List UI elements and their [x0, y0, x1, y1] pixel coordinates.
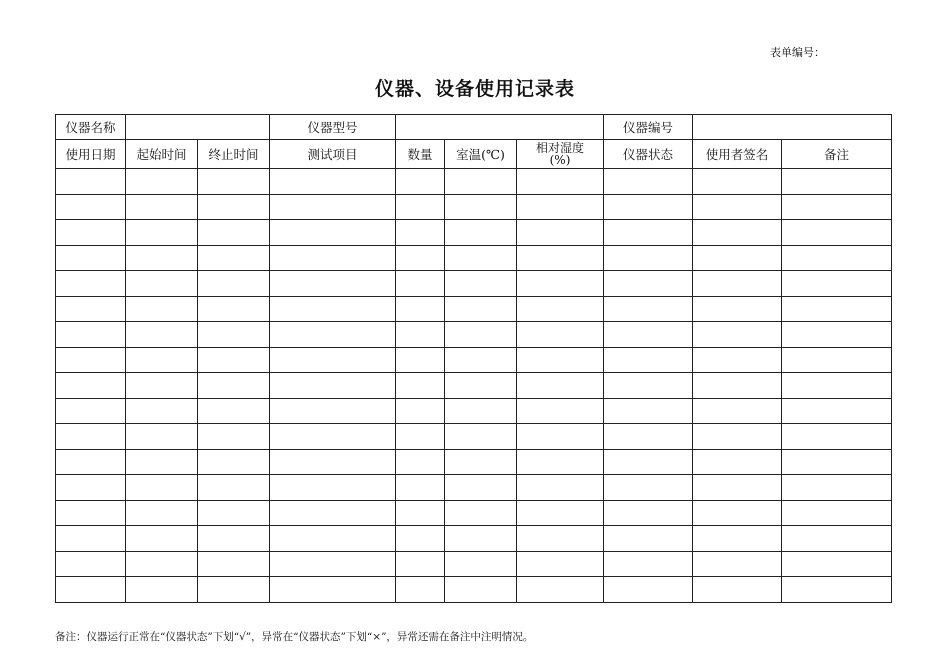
cell-test-item[interactable] — [270, 500, 396, 526]
cell-test-item[interactable] — [270, 220, 396, 246]
cell-quantity[interactable] — [396, 475, 445, 501]
cell-end-time[interactable] — [198, 526, 270, 552]
cell-room-temp[interactable] — [445, 220, 517, 246]
cell-user-signature[interactable] — [693, 526, 782, 552]
cell-use-date[interactable] — [56, 194, 126, 220]
cell-end-time[interactable] — [198, 373, 270, 399]
cell-start-time[interactable] — [126, 500, 198, 526]
cell-use-date[interactable] — [56, 347, 126, 373]
cell-room-temp[interactable] — [445, 526, 517, 552]
cell-end-time[interactable] — [198, 500, 270, 526]
cell-quantity[interactable] — [396, 169, 445, 195]
cell-quantity[interactable] — [396, 449, 445, 475]
cell-remarks[interactable] — [782, 169, 892, 195]
cell-start-time[interactable] — [126, 526, 198, 552]
cell-room-temp[interactable] — [445, 245, 517, 271]
cell-end-time[interactable] — [198, 245, 270, 271]
cell-user-signature[interactable] — [693, 475, 782, 501]
col-header-use-date: 使用日期 — [56, 140, 126, 169]
col-header-instrument-status: 仪器状态 — [604, 140, 693, 169]
cell-quantity[interactable] — [396, 500, 445, 526]
cell-user-signature[interactable] — [693, 500, 782, 526]
cell-use-date[interactable] — [56, 424, 126, 450]
cell-user-signature[interactable] — [693, 169, 782, 195]
cell-instrument-status[interactable] — [604, 373, 693, 399]
cell-start-time[interactable] — [126, 322, 198, 348]
cell-humidity[interactable] — [517, 577, 604, 603]
cell-room-temp[interactable] — [445, 475, 517, 501]
cell-end-time[interactable] — [198, 398, 270, 424]
table-row — [56, 220, 892, 246]
cell-start-time[interactable] — [126, 271, 198, 297]
cell-remarks[interactable] — [782, 424, 892, 450]
cell-remarks[interactable] — [782, 296, 892, 322]
cell-start-time[interactable] — [126, 220, 198, 246]
cell-use-date[interactable] — [56, 220, 126, 246]
cell-instrument-status[interactable] — [604, 245, 693, 271]
cell-start-time[interactable] — [126, 169, 198, 195]
cell-remarks[interactable] — [782, 551, 892, 577]
cell-user-signature[interactable] — [693, 424, 782, 450]
cell-test-item[interactable] — [270, 169, 396, 195]
table-row — [56, 322, 892, 348]
cell-humidity[interactable] — [517, 169, 604, 195]
cell-end-time[interactable] — [198, 296, 270, 322]
cell-humidity[interactable] — [517, 220, 604, 246]
cell-room-temp[interactable] — [445, 322, 517, 348]
cell-instrument-status[interactable] — [604, 500, 693, 526]
cell-test-item[interactable] — [270, 296, 396, 322]
cell-remarks[interactable] — [782, 245, 892, 271]
cell-end-time[interactable] — [198, 347, 270, 373]
instrument-name-label: 仪器名称 — [56, 115, 126, 140]
cell-instrument-status[interactable] — [604, 449, 693, 475]
cell-test-item[interactable] — [270, 347, 396, 373]
cell-start-time[interactable] — [126, 194, 198, 220]
cell-room-temp[interactable] — [445, 398, 517, 424]
instrument-info-row — [56, 115, 892, 140]
cell-end-time[interactable] — [198, 271, 270, 297]
cell-humidity[interactable] — [517, 373, 604, 399]
cell-humidity[interactable] — [517, 347, 604, 373]
page-title: 仪器、设备使用记录表 — [374, 78, 575, 100]
cell-quantity[interactable] — [396, 526, 445, 552]
table-row — [56, 424, 892, 450]
table-row — [56, 296, 892, 322]
cell-test-item[interactable] — [270, 271, 396, 297]
cell-user-signature[interactable] — [693, 220, 782, 246]
cell-humidity[interactable] — [517, 245, 604, 271]
cell-use-date[interactable] — [56, 551, 126, 577]
cell-use-date[interactable] — [56, 245, 126, 271]
instrument-model-field[interactable] — [396, 115, 604, 140]
cell-use-date[interactable] — [56, 526, 126, 552]
cell-instrument-status[interactable] — [604, 551, 693, 577]
cell-start-time[interactable] — [126, 577, 198, 603]
table-row — [56, 194, 892, 220]
cell-start-time[interactable] — [126, 296, 198, 322]
cell-test-item[interactable] — [270, 373, 396, 399]
cell-humidity[interactable] — [517, 500, 604, 526]
table-row — [56, 347, 892, 373]
cell-room-temp[interactable] — [445, 500, 517, 526]
cell-test-item[interactable] — [270, 551, 396, 577]
cell-remarks[interactable] — [782, 500, 892, 526]
col-header-remarks: 备注 — [782, 140, 892, 169]
cell-user-signature[interactable] — [693, 398, 782, 424]
table-row — [56, 551, 892, 577]
cell-instrument-status[interactable] — [604, 526, 693, 552]
cell-end-time[interactable] — [198, 169, 270, 195]
humidity-header-line2: (%) — [549, 152, 571, 167]
cell-room-temp[interactable] — [445, 271, 517, 297]
cell-remarks[interactable] — [782, 475, 892, 501]
col-header-end-time: 终止时间 — [198, 140, 270, 169]
form-number-label: 表单编号： — [770, 46, 825, 59]
cell-end-time[interactable] — [198, 475, 270, 501]
col-header-test-item: 测试项目 — [270, 140, 396, 169]
cell-use-date[interactable] — [56, 169, 126, 195]
col-header-user-signature: 使用者签名 — [693, 140, 782, 169]
cell-user-signature[interactable] — [693, 296, 782, 322]
column-header-row — [56, 140, 892, 169]
cell-use-date[interactable] — [56, 577, 126, 603]
cell-quantity[interactable] — [396, 347, 445, 373]
cell-remarks[interactable] — [782, 577, 892, 603]
cell-room-temp[interactable] — [445, 194, 517, 220]
cell-user-signature[interactable] — [693, 551, 782, 577]
cell-use-date[interactable] — [56, 449, 126, 475]
cell-quantity[interactable] — [396, 271, 445, 297]
table-row — [56, 398, 892, 424]
cell-start-time[interactable] — [126, 347, 198, 373]
cell-humidity[interactable] — [517, 271, 604, 297]
cell-room-temp[interactable] — [445, 296, 517, 322]
cell-remarks[interactable] — [782, 194, 892, 220]
cell-end-time[interactable] — [198, 220, 270, 246]
table-row — [56, 373, 892, 399]
cell-user-signature[interactable] — [693, 322, 782, 348]
cell-test-item[interactable] — [270, 526, 396, 552]
cell-humidity[interactable] — [517, 296, 604, 322]
cell-quantity[interactable] — [396, 194, 445, 220]
cell-instrument-status[interactable] — [604, 577, 693, 603]
cell-quantity[interactable] — [396, 322, 445, 348]
cell-end-time[interactable] — [198, 322, 270, 348]
cell-room-temp[interactable] — [445, 169, 517, 195]
col-header-room-temp: 室温(℃) — [445, 140, 517, 169]
cell-instrument-status[interactable] — [604, 347, 693, 373]
cell-room-temp[interactable] — [445, 577, 517, 603]
cell-test-item[interactable] — [270, 398, 396, 424]
instrument-model-label: 仪器型号 — [270, 115, 396, 140]
table-row — [56, 245, 892, 271]
cell-room-temp[interactable] — [445, 424, 517, 450]
cell-user-signature[interactable] — [693, 373, 782, 399]
cell-end-time[interactable] — [198, 424, 270, 450]
cell-use-date[interactable] — [56, 296, 126, 322]
cell-test-item[interactable] — [270, 194, 396, 220]
humidity-header-text — [536, 142, 584, 166]
cell-start-time[interactable] — [126, 398, 198, 424]
cell-humidity[interactable] — [517, 194, 604, 220]
cell-humidity[interactable] — [517, 424, 604, 450]
instrument-number-label: 仪器编号 — [604, 115, 693, 140]
cell-end-time[interactable] — [198, 551, 270, 577]
cell-end-time[interactable] — [198, 194, 270, 220]
cell-user-signature[interactable] — [693, 449, 782, 475]
cell-instrument-status[interactable] — [604, 424, 693, 450]
cell-humidity[interactable] — [517, 526, 604, 552]
cell-instrument-status[interactable] — [604, 398, 693, 424]
footnote: 备注：仪器运行正常在“仪器状态”下划“√”，异常在“仪器状态”下划“×”，异常还需在备注中注明情况。 — [55, 631, 534, 643]
cell-remarks[interactable] — [782, 373, 892, 399]
cell-quantity[interactable] — [396, 245, 445, 271]
cell-quantity[interactable] — [396, 398, 445, 424]
cell-end-time[interactable] — [198, 449, 270, 475]
cell-instrument-status[interactable] — [604, 322, 693, 348]
cell-humidity[interactable] — [517, 322, 604, 348]
table-row — [56, 271, 892, 297]
cell-use-date[interactable] — [56, 500, 126, 526]
cell-start-time[interactable] — [126, 551, 198, 577]
cell-user-signature[interactable] — [693, 271, 782, 297]
cell-use-date[interactable] — [56, 475, 126, 501]
cell-remarks[interactable] — [782, 322, 892, 348]
cell-remarks[interactable] — [782, 398, 892, 424]
cell-test-item[interactable] — [270, 475, 396, 501]
cell-humidity[interactable] — [517, 551, 604, 577]
cell-use-date[interactable] — [56, 322, 126, 348]
cell-test-item[interactable] — [270, 577, 396, 603]
cell-quantity[interactable] — [396, 296, 445, 322]
cell-room-temp[interactable] — [445, 449, 517, 475]
cell-start-time[interactable] — [126, 245, 198, 271]
cell-test-item[interactable] — [270, 449, 396, 475]
cell-test-item[interactable] — [270, 322, 396, 348]
cell-user-signature[interactable] — [693, 245, 782, 271]
cell-instrument-status[interactable] — [604, 220, 693, 246]
table-row — [56, 475, 892, 501]
cell-remarks[interactable] — [782, 271, 892, 297]
instrument-number-field[interactable] — [693, 115, 892, 140]
instrument-name-field[interactable] — [126, 115, 270, 140]
table-row — [56, 169, 892, 195]
cell-room-temp[interactable] — [445, 373, 517, 399]
cell-test-item[interactable] — [270, 245, 396, 271]
cell-start-time[interactable] — [126, 449, 198, 475]
cell-user-signature[interactable] — [693, 347, 782, 373]
cell-instrument-status[interactable] — [604, 169, 693, 195]
cell-humidity[interactable] — [517, 398, 604, 424]
col-header-quantity: 数量 — [396, 140, 445, 169]
usage-record-table — [55, 114, 892, 603]
cell-remarks[interactable] — [782, 449, 892, 475]
cell-use-date[interactable] — [56, 271, 126, 297]
cell-instrument-status[interactable] — [604, 296, 693, 322]
cell-remarks[interactable] — [782, 347, 892, 373]
table-row — [56, 526, 892, 552]
cell-remarks[interactable] — [782, 526, 892, 552]
cell-start-time[interactable] — [126, 373, 198, 399]
cell-quantity[interactable] — [396, 424, 445, 450]
cell-room-temp[interactable] — [445, 347, 517, 373]
cell-test-item[interactable] — [270, 424, 396, 450]
col-header-start-time: 起始时间 — [126, 140, 198, 169]
cell-start-time[interactable] — [126, 475, 198, 501]
cell-remarks[interactable] — [782, 220, 892, 246]
cell-instrument-status[interactable] — [604, 271, 693, 297]
table-row — [56, 449, 892, 475]
cell-user-signature[interactable] — [693, 194, 782, 220]
cell-instrument-status[interactable] — [604, 194, 693, 220]
col-header-humidity — [517, 140, 604, 169]
cell-use-date[interactable] — [56, 373, 126, 399]
cell-quantity[interactable] — [396, 577, 445, 603]
cell-quantity[interactable] — [396, 220, 445, 246]
table-row — [56, 500, 892, 526]
cell-use-date[interactable] — [56, 398, 126, 424]
cell-humidity[interactable] — [517, 475, 604, 501]
table-row — [56, 577, 892, 603]
cell-start-time[interactable] — [126, 424, 198, 450]
cell-end-time[interactable] — [198, 577, 270, 603]
cell-quantity[interactable] — [396, 551, 445, 577]
cell-user-signature[interactable] — [693, 577, 782, 603]
cell-quantity[interactable] — [396, 373, 445, 399]
cell-instrument-status[interactable] — [604, 475, 693, 501]
humidity-header-line1: 相对湿度 — [536, 140, 585, 155]
cell-room-temp[interactable] — [445, 551, 517, 577]
cell-humidity[interactable] — [517, 449, 604, 475]
